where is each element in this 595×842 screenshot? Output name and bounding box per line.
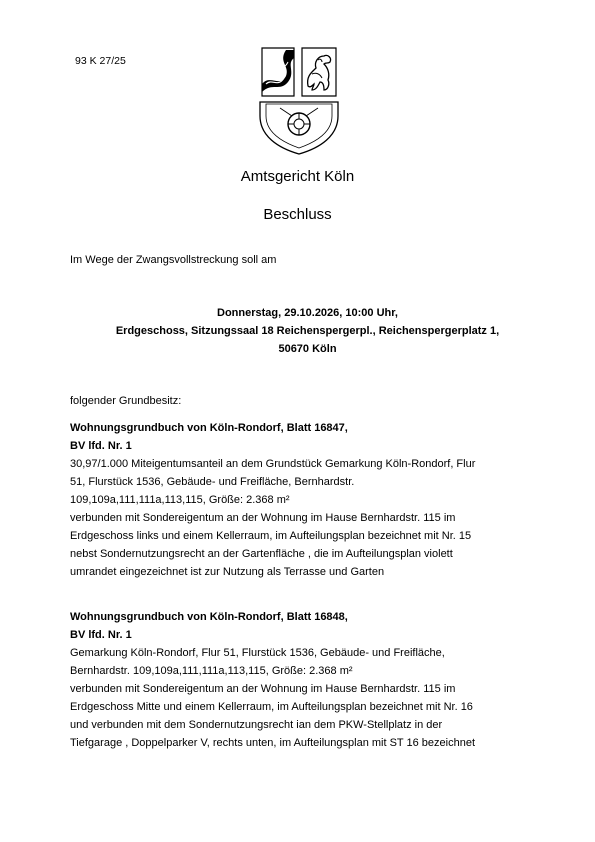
entry-line: Erdgeschoss Mitte und einem Kellerraum, im Aufteilungsplan bezeichnet mit Nr. 16 (70, 701, 473, 713)
court-name: Amtsgericht Köln (240, 168, 355, 185)
property-label: folgender Grundbesitz: (70, 395, 182, 407)
entry-line: nebst Sondernutzungsrecht an der Gartenfläche , die im Aufteilungsplan violett (70, 548, 453, 560)
entry-line: verbunden mit Sondereigentum an der Wohnung im Hause Bernhardstr. 115 im (70, 512, 456, 524)
entry-line: 30,97/1.000 Miteigentumsanteil an dem Grundstück Gemarkung Köln-Rondorf, Flur (70, 458, 476, 470)
document-title: Beschluss (263, 206, 332, 223)
entry-line: Bernhardstr. 109,109a,111,111a,113,115, Größe: 2.368 m² (70, 665, 353, 677)
entry-line: 51, Flurstück 1536, Gebäude- und Freifläche, Bernhardstr. (70, 476, 355, 488)
entry-line: Erdgeschoss links und einem Kellerraum, im Aufteilungsplan bezeichnet mit Nr. 15 (70, 530, 472, 542)
intro-text: Im Wege der Zwangsvollstreckung soll am (70, 254, 277, 266)
appointment-location: Erdgeschoss, Sitzungssaal 18 Reichenspergerpl., Reichenspergerplatz 1, (115, 325, 500, 337)
entry-line: verbunden mit Sondereigentum an der Wohnung im Hause Bernhardstr. 115 im (70, 683, 456, 695)
entry-subheading: BV lfd. Nr. 1 (70, 440, 132, 452)
entry-line: und verbunden mit dem Sondernutzungsrecht ian dem PKW-Stellplatz in der (70, 719, 443, 731)
appointment-block (60, 304, 555, 358)
property-entry (70, 419, 550, 581)
property-entry (70, 608, 550, 752)
entry-line: 109,109a,111,111a,113,115, Größe: 2.368 m² (70, 494, 290, 506)
entry-line: umrandet eingezeichnet ist zur Nutzung als Terrasse und Garten (70, 566, 385, 578)
appointment-date: Donnerstag, 29.10.2026, 10:00 Uhr, (217, 307, 398, 319)
appointment-city: 50670 Köln (278, 343, 337, 355)
entry-heading: Wohnungsgrundbuch von Köln-Rondorf, Blatt 16848, (70, 611, 348, 623)
nrw-coat-of-arms-icon (256, 44, 342, 156)
entry-heading: Wohnungsgrundbuch von Köln-Rondorf, Blatt 16847, (70, 422, 348, 434)
entry-line: Gemarkung Köln-Rondorf, Flur 51, Flurstück 1536, Gebäude- und Freifläche, (70, 647, 445, 659)
entry-subheading: BV lfd. Nr. 1 (70, 629, 132, 641)
case-number: 93 K 27/25 (75, 55, 126, 67)
entry-line: Tiefgarage , Doppelparker V, rechts unten, im Aufteilungsplan mit ST 16 bezeichnet (70, 737, 475, 749)
